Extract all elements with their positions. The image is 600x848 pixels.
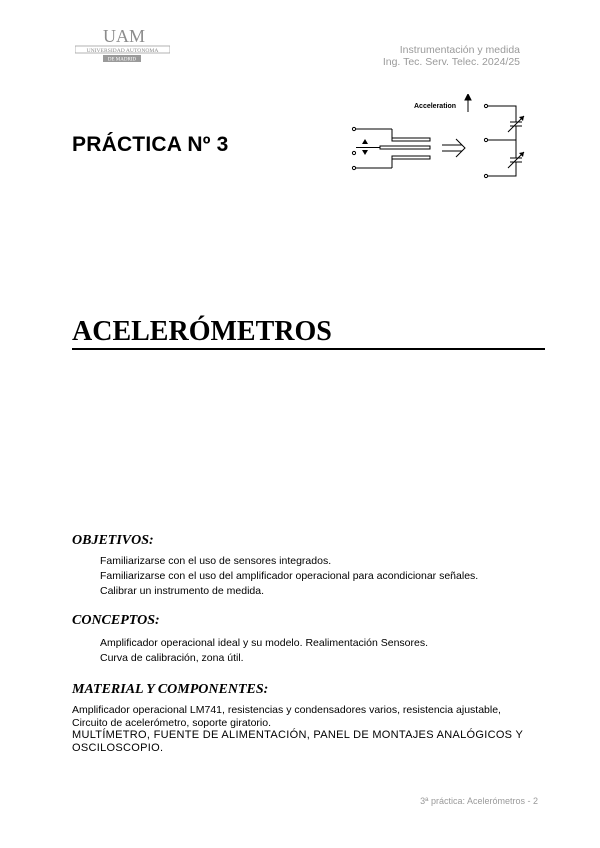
materials-text [72, 704, 532, 754]
equivalence-arrow [442, 139, 465, 157]
university-logo [75, 26, 170, 64]
logo-mark: UAM [103, 26, 146, 46]
logo-madrid-text: DE MADRID [107, 57, 137, 63]
materials-line-equipment: MULTÍMETRO, FUENTE DE ALIMENTACIÓN, PANEL DE MONTAJES ANALÓGICOS Y OSCILOSCOPIO. [72, 729, 523, 754]
accelerometer-diagram [344, 94, 544, 184]
course-line: Instrumentación y medida [399, 44, 520, 56]
acceleration-label: Acceleration [414, 103, 457, 110]
concepts-heading: CONCEPTOS: [72, 613, 160, 628]
objectives-heading: OBJETIVOS: [72, 533, 154, 548]
degree-line: Ing. Tec. Serv. Telec. 2024/25 [382, 56, 520, 68]
page-footer: 3ª práctica: Acelerómetros - 2 [420, 796, 538, 806]
objective-item: Familiarizarse con el uso de sensores integrados. [100, 555, 332, 567]
main-title: ACELERÓMETROS [72, 316, 545, 350]
concept-item: Curva de calibración, zona útil. [100, 652, 244, 664]
concepts-list [100, 636, 428, 666]
logo-university-text: UNIVERSIDAD AUTONOMA [86, 48, 159, 54]
objectives-list [100, 554, 478, 599]
capacitor-plates [352, 127, 430, 169]
objective-item: Calibrar un instrumento de medida. [100, 585, 265, 597]
acceleration-arrow [465, 94, 471, 112]
practice-title: PRÁCTICA Nº 3 [72, 133, 229, 156]
variable-capacitors [484, 104, 524, 177]
course-header [383, 44, 520, 68]
objective-item: Familiarizarse con el uso del amplificador operacional para acondicionar señales. [100, 570, 479, 582]
concept-item: Amplificador operacional ideal y su modelo. Realimentación Sensores. [100, 637, 429, 649]
materials-line-components: Amplificador operacional LM741, resistencias y condensadores varios, resistencia ajustable, Circuito de acelerómetro, soporte giratorio. [72, 704, 501, 729]
materials-heading: MATERIAL Y COMPONENTES: [72, 682, 269, 697]
